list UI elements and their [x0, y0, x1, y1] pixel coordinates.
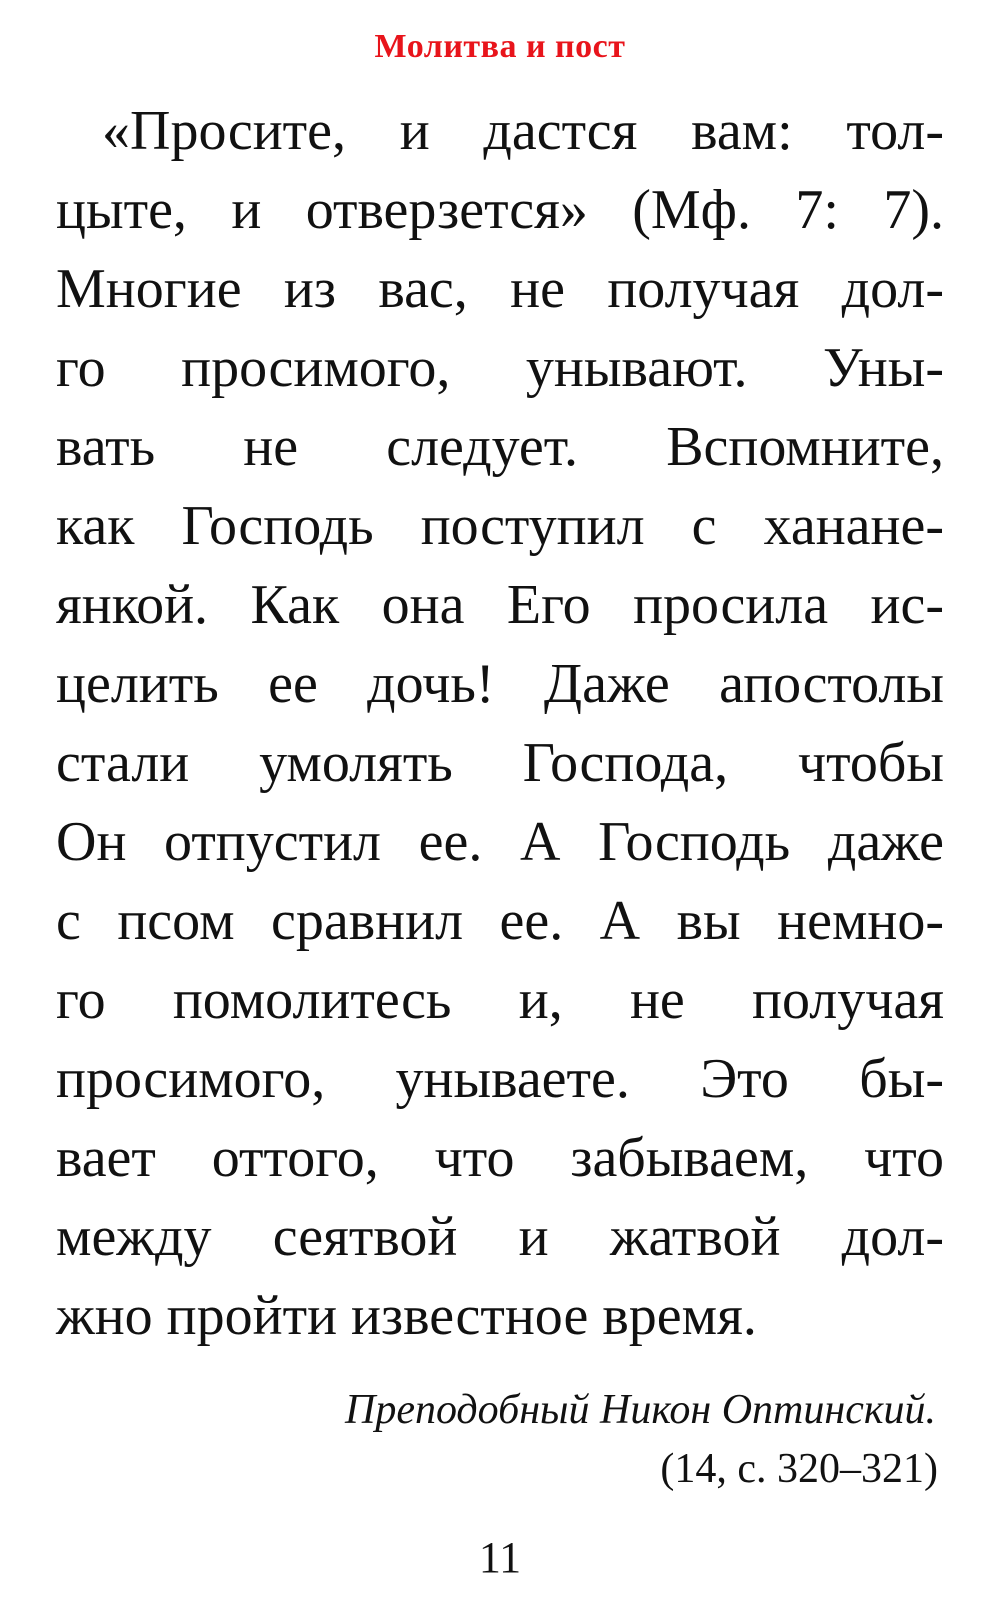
- text-line: Он отпустил ее. А Господь даже: [56, 811, 944, 873]
- attribution-reference: (14, с. 320–321): [660, 1446, 938, 1492]
- text-line: го помолитесь и, не получая: [56, 969, 944, 1031]
- attribution-author: Преподобный Никон Оптинский.: [344, 1387, 936, 1433]
- text-line: как Господь поступил с ханане-: [56, 495, 944, 557]
- page-number: 11: [478, 1533, 522, 1582]
- text-line: «Просите, и дастся вам: тол-: [102, 100, 944, 162]
- text-line: го просимого, унывают. Уны-: [56, 337, 944, 399]
- text-line: вать не следует. Вспомните,: [56, 416, 944, 478]
- text-line: просимого, унываете. Это бы-: [56, 1048, 944, 1110]
- text-line: Многие из вас, не получая дол-: [56, 258, 944, 320]
- text-line: стали умолять Господа, чтобы: [56, 732, 944, 794]
- body-text: [56, 92, 944, 1356]
- text-line: между сеятвой и жатвой дол-: [56, 1206, 944, 1268]
- text-line: цыте, и отверзется» (Мф. 7: 7).: [56, 179, 944, 241]
- text-line: целить ее дочь! Даже апостолы: [56, 653, 944, 715]
- text-line: жно пройти известное время.: [56, 1285, 757, 1347]
- text-line: янкой. Как она Его просила ис-: [56, 574, 944, 636]
- text-line: с псом сравнил ее. А вы немно-: [56, 890, 944, 952]
- text-line: вает оттого, что забываем, что: [56, 1127, 944, 1189]
- running-head-title: Молитва и пост: [374, 28, 626, 65]
